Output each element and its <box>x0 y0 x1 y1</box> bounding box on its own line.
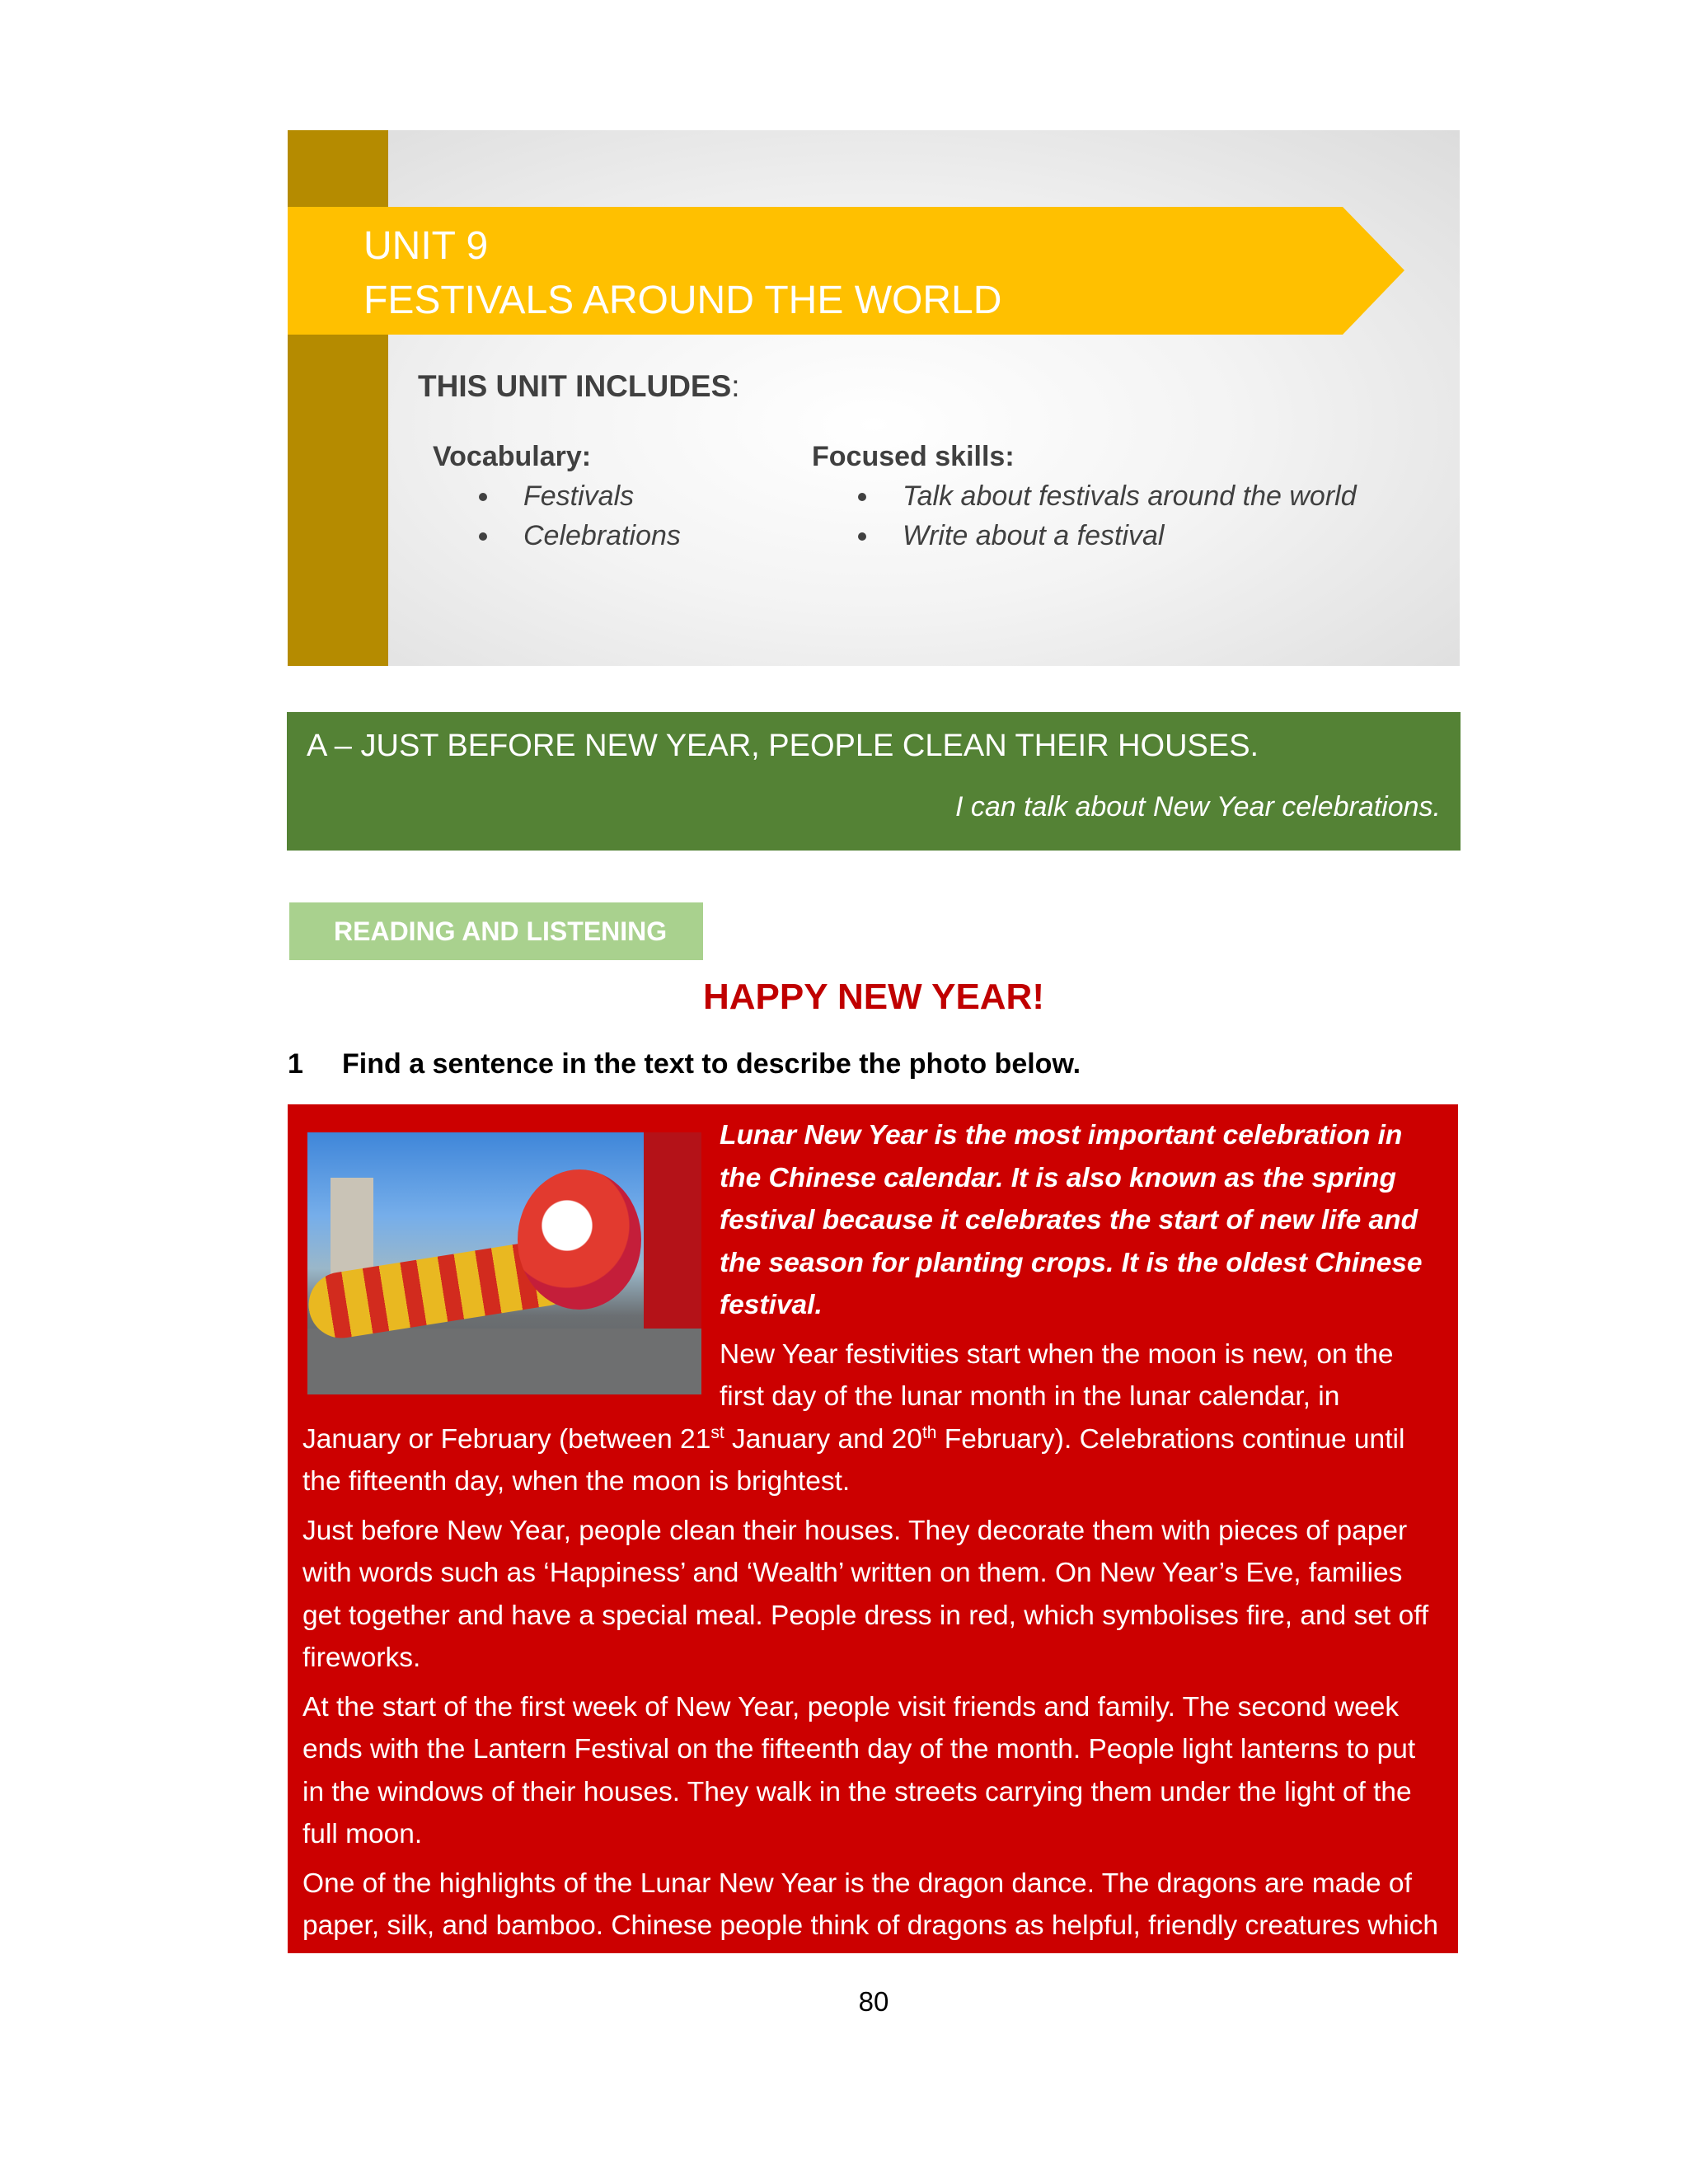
article-intro: Lunar New Year is the most important celebration in the Chinese calendar. It is also known as the spring festival because it celebrates the start of new life and the season for planting crops. It is the oldest Chinese festival. <box>720 1120 1423 1320</box>
article-paragraph-2: Just before New Year, people clean their houses. They decorate them with pieces of paper with words such as ‘Happiness’ and ‘Wealth’ written on them. On New Year’s Eve, families get together and have a special meal. People dress in red, which symbolises fire, and set off fireworks. <box>302 1515 1429 1673</box>
p1-part-b: January and 20 <box>724 1423 922 1455</box>
p1-part-a: New Year festivities start when the moon is new, on the first day of the lunar month in the lunar calendar, in January or February (between 21 <box>302 1338 1394 1455</box>
section-title: A – JUST BEFORE NEW YEAR, PEOPLE CLEAN THEIR HOUSES. <box>307 729 1259 763</box>
page-number: 80 <box>858 1986 889 2017</box>
reading-listening-label: READING AND LISTENING <box>289 902 703 960</box>
unit-name: FESTIVALS AROUND THE WORLD <box>363 279 1002 322</box>
section-header <box>287 712 1461 851</box>
photo-road <box>307 1329 701 1394</box>
unit-banner <box>288 130 1460 666</box>
unit-includes-colon: : <box>731 369 740 403</box>
unit-title <box>363 219 1353 328</box>
skills-list <box>812 437 1438 555</box>
unit-number: UNIT 9 <box>363 224 489 268</box>
vocabulary-list <box>433 437 779 555</box>
vocabulary-item: Celebrations <box>433 516 779 555</box>
p1-sup-th: th <box>921 1422 937 1442</box>
article-paragraph-3: At the start of the first week of New Year, people visit friends and family. The second week ends with the Lantern Festival on the fifteenth day of the month. People light lanterns to put in the windows of their houses. They walk in the streets carrying them under the light of the full moon. <box>302 1691 1416 1849</box>
p1-sup-st: st <box>710 1422 724 1442</box>
skills-heading: Focused skills: <box>812 441 1015 472</box>
photo-dragon-head <box>518 1169 641 1310</box>
photo-building <box>644 1132 701 1347</box>
dragon-dance-photo-icon <box>307 1132 701 1394</box>
article-text-box <box>288 1104 1458 1984</box>
unit-includes-label: THIS UNIT INCLUDES <box>418 369 732 403</box>
vocabulary-item: Festivals <box>433 476 779 516</box>
question-text: Find a sentence in the text to describe the photo below. <box>342 1048 1081 1080</box>
skills-item: Talk about festivals around the world <box>812 476 1438 516</box>
skills-item: Write about a festival <box>812 516 1438 555</box>
question-number: 1 <box>288 1048 303 1080</box>
photo-tower <box>331 1178 373 1277</box>
article-paragraph-4: One of the highlights of the Lunar New Year is the dragon dance. The dragons are made of paper, silk, and bamboo. Chinese people think of dragons as helpful, friendly creatures which symbolise long life and wisdom. <box>302 1868 1439 1984</box>
unit-includes-heading <box>418 369 740 404</box>
vocabulary-heading: Vocabulary: <box>433 441 592 472</box>
section-goal: I can talk about New Year celebrations. <box>954 791 1441 823</box>
article-title: HAPPY NEW YEAR! <box>702 977 1044 1017</box>
p1-part-c: February). Celebrations continue until the fifteenth day, when the moon is brightest. <box>302 1423 1405 1497</box>
exercise-question <box>288 1048 1081 1080</box>
